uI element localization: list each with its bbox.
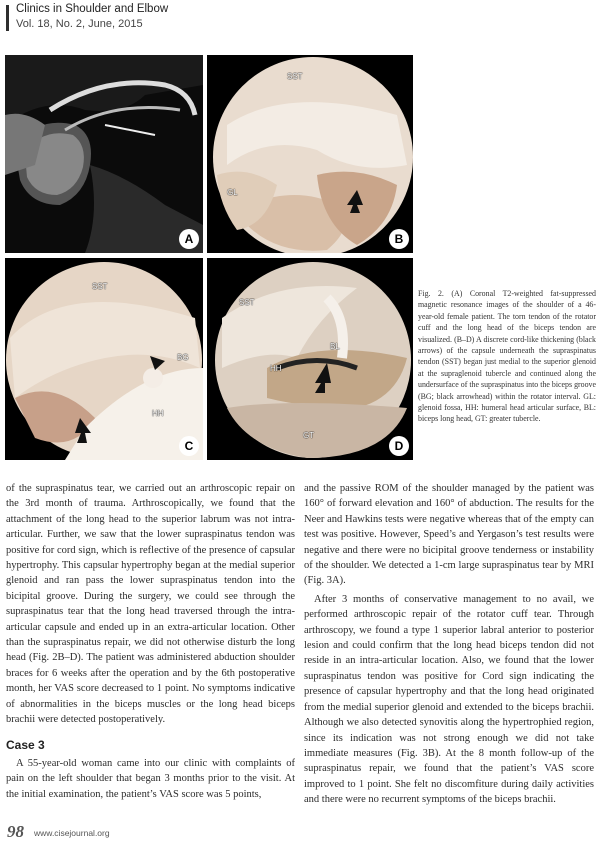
case-heading: Case 3 bbox=[6, 737, 45, 752]
journal-volume: Vol. 18, No. 2, June, 2015 bbox=[16, 18, 143, 30]
arthroscopy-image-b bbox=[207, 55, 413, 253]
label-gl: GL bbox=[227, 188, 238, 197]
journal-title: Clinics in Shoulder and Elbow bbox=[16, 3, 169, 15]
panel-label-d: D bbox=[389, 436, 409, 456]
body-paragraph: After 3 months of conservative management to no avail, we performed arthroscopic repair of the rotator cuff tear. Through arthroscopy, we found a type 1 superior labral anterior to posterior lesion and could confirm that the long head biceps tendon did not reside in an intra-articular location. Also, we found that the lower supraspinatus tendon was positive for Cord sign indicating the presence of capsular hypertrophy and that the long head originated from the medial superior glenoid and extended to the biceps brachii. Although we also detected synovitis along the hypertrophied region, since its indication was not strong enough we did not take immediate measures (Fig. 3B). At the 8 month follow-up of the supraspinatus repair, we found that the patient’s VAS score improved to 1 point. She felt no discomfiture during daily activities and there were no recurrent symptoms of the biceps brachii. bbox=[304, 593, 594, 806]
header-accent-bar bbox=[6, 5, 9, 31]
body-paragraph: A 55-year-old woman came into our clinic with complaints of pain on the left shoulder that began 3 months prior to the visit. At the initial examination, the patient’s VAS score was 5 points, bbox=[6, 757, 295, 800]
arthroscopy-image-d bbox=[207, 258, 413, 460]
label-gt: GT bbox=[303, 431, 315, 440]
figure-panel-b bbox=[207, 55, 413, 253]
label-sst: SST bbox=[239, 298, 255, 307]
page-number: 98 bbox=[7, 822, 24, 841]
label-bl: BL bbox=[330, 342, 340, 351]
panel-label-c: C bbox=[179, 436, 199, 456]
figure-caption: Fig. 2. (A) Coronal T2-weighted fat-suppressed magnetic resonance images of the shoulder of a 46-year-old female patient. The torn tendon of the rotator cuff and the long head of the biceps tendon are visualized. (B–D) A discrete cord-like thickening (black arrows) of the capsule underneath the supraspinatus tendon (SST) began just medial to the superior glenoid at the supraglenoid tubercle and continued along the undersurface of the supraspinatus into the biceps groove (BG; black arrowhead) within the rotator interval. GL: glenoid fossa, HH: humeral head articular surface, BL: biceps long head, GT: greater tubercle. bbox=[418, 289, 596, 424]
label-sst: SST bbox=[287, 72, 303, 81]
left-column bbox=[6, 481, 295, 802]
journal-url: www.cisejournal.org bbox=[34, 828, 110, 838]
label-bg: BG bbox=[177, 353, 189, 362]
label-hh: HH bbox=[270, 364, 282, 373]
body-paragraph: of the supraspinatus tear, we carried out an arthroscopic repair on the 3rd month of trauma. Arthroscopically, we found that the attachment of the long head to the superior labrum was not intra-articular. Further, we saw that the lower supraspinatus tendon was positive for cord sign, which is reflective of the presence of capsular hypertrophy. This capsular hypertrophy began at the medial superior glenoid and ran pass the lower supraspinatus tendon into the bicipital groove. During the surgery, we could see through the supraspinatus tear that the long head traversed through the intra-articular capsule and ended up in an extra-articular location. Other than the supraspinatus repair, we did not otherwise disturb the long head (Fig. 2B–D). The patient was administered abduction shoulder braces for 6 weeks after the operation and by the 6th postoperative month, her VAS score decreased to 1 point. No symptoms indicative of abnormalities in the biceps muscles or the long head biceps brachii were detected postoperatively. bbox=[6, 483, 295, 726]
label-hh: HH bbox=[152, 409, 164, 418]
label-sst: SST bbox=[92, 282, 108, 291]
right-column bbox=[304, 481, 594, 808]
figure-panel-d bbox=[207, 258, 413, 460]
figure-panel-a bbox=[5, 55, 203, 253]
panel-label-b: B bbox=[389, 229, 409, 249]
panel-label-a: A bbox=[179, 229, 199, 249]
mri-image bbox=[5, 55, 203, 253]
figure-panel-c bbox=[5, 258, 203, 460]
body-paragraph: and the passive ROM of the shoulder managed by the patient was 160° of forward elevation and 160° of abduction. The results for the Neer and Hawkins tests were negative whereas that of the empty can test was positive. However, Speed’s and Yergason’s test results were negative and there were no bicipital groove tenderness or instability of the shoulder. We detected a 1-cm large supraspinatus tear by MRI (Fig. 3A). bbox=[304, 483, 594, 587]
